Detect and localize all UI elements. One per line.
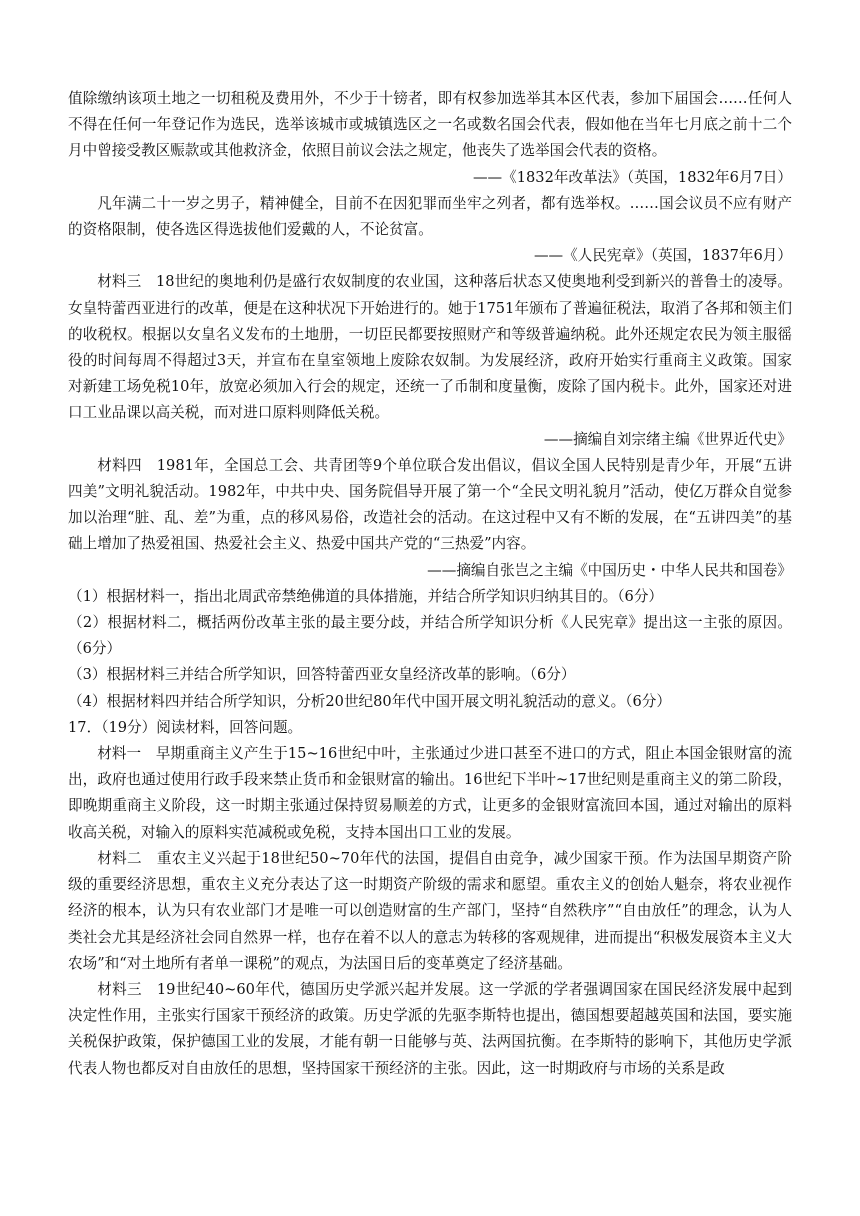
source-peoples-charter: ——《人民宪章》（英国，1837年6月） bbox=[533, 247, 792, 265]
question-16-2: （2）根据材料二，概括两份改革主张的最主要分歧，并结合所学知识分析《人民宪章》提出这一主张的原因。（6分） bbox=[68, 614, 792, 658]
question-16-1: （1）根据材料一，指出北周武帝禁绝佛道的具体措施，并结合所学知识归纳其目的。（6分） bbox=[68, 587, 664, 605]
question-17-heading: 17．（19分）阅读材料，回答问题。 bbox=[68, 718, 303, 736]
material-2-text-cont: 值除缴纳该项土地之一切租税及费用外，不少于十镑者，即有权参加选举其本区代表，参加下届国会……任何人不得在任何一年登记作为选民，选举该城市或城镇选区之一名或数名国会代表，假如他在当年七月底之前十二个月中曾接受教区赈款或其他救济金，依照目前议会法之规定，他丧失了选举国会代表的资格。 bbox=[68, 90, 792, 160]
source-world-modern-history: ——摘编自刘宗绪主编《世界近代史》 bbox=[543, 430, 792, 448]
document-page bbox=[68, 86, 792, 1082]
material-3-text: 材料三 18世纪的奥地利仍是盛行农奴制度的农业国，这种落后状态又使奥地利受到新兴的普鲁士的凌辱。女皇特蕾西亚进行的改革，便是在这种状况下开始进行的。她于1751年颁布了普遍征税法，取消了各邦和领主们的收税权。根据以女皇名义发布的土地册，一切臣民都要按照财产和等级普遍纳税。此外还规定农民为领主服徭役的时间每周不得超过3天，并宣布在皇室领地上废除农奴制。为发展经济，政府开始实行重商主义政策。国家对新建工场免税10年，放宽必须加入行会的规定，还统一了币制和度量衡，废除了国内税卡。此外，国家还对进口工业品课以高关税，而对进口原料则降低关税。 bbox=[68, 273, 792, 422]
material-2-charter-text: 凡年满二十一岁之男子，精神健全，目前不在因犯罪而坐牢之列者，都有选举权。……国会议员不应有财产的资格限制，使各选区得选拔他们爱戴的人，不论贫富。 bbox=[68, 194, 792, 239]
question-16-4: （4）根据材料四并结合所学知识，分析20世纪80年代中国开展文明礼貌活动的意义。（6分） bbox=[68, 692, 671, 710]
q17-material-3-text: 材料三 19世纪40~60年代，德国历史学派兴起并发展。这一学派的学者强调国家在国民经济发展中起到决定性作用，主张实行国家干预经济的政策。历史学派的先驱李斯特也提出，德国想要超越英国和法国，要实施关税保护政策，保护德国工业的发展，才能有朝一日能够与英、法两国抗衡。在李斯特的影响下，其他历史学派代表人物也都反对自由放任的思想，坚持国家干预经济的主张。因此，这一时期政府与市场的关系是政 bbox=[68, 980, 792, 1077]
source-china-history: ——摘编自张岂之主编《中国历史・中华人民共和国卷》 bbox=[427, 561, 792, 579]
question-16-3: （3）根据材料三并结合所学知识，回答特蕾西亚女皇经济改革的影响。（6分） bbox=[68, 666, 576, 684]
source-reform-act-1832: ——《1832年改革法》（英国，1832年6月7日） bbox=[472, 168, 792, 186]
q17-material-2-text: 材料二 重农主义兴起于18世纪50~70年代的法国，提倡自由竞争，减少国家干预。作为法国早期资产阶级的重要经济思想，重农主义充分表达了这一时期资产阶级的需求和愿望。重农主义的创始人魁奈，将农业视作经济的根本，认为只有农业部门才是唯一可以创造财富的生产部门，坚持“自然秩序”“自由放任”的理念，认为人类社会尤其是经济社会同自然界一样，也存在着不以人的意志为转移的客观规律，进而提出“积极发展资本主义大农场”和“对土地所有者单一课税”的观点，为法国日后的变革奠定了经济基础。 bbox=[68, 849, 792, 972]
q17-material-1-text: 材料一 早期重商主义产生于15~16世纪中叶，主张通过少进口甚至不进口的方式，阻止本国金银财富的流出，政府也通过使用行政手段来禁止货币和金银财富的输出。16世纪下半叶~17世纪则是重商主义的第二阶段，即晚期重商主义阶段，这一时期主张通过保持贸易顺差的方式，让更多的金银财富流回本国，通过对输出的原料收高关税，对输入的原料实范减税或免税，支持本国出口工业的发展。 bbox=[68, 745, 792, 841]
material-4-text: 材料四 1981年，全国总工会、共青团等9个单位联合发出倡议，倡议全国人民特别是青少年，开展“五讲四美”文明礼貌活动。1982年，中共中央、国务院倡导开展了第一个“全民文明礼貌月”活动，使亿万群众自觉参加以治理“脏、乱、差”为重，点的移风易俗，改造社会的活动。在这过程中又有不断的发展，在“五讲四美”的基础上增加了热爱祖国、热爱社会主义、热爱中国共产党的“三热爱”内容。 bbox=[68, 456, 792, 553]
